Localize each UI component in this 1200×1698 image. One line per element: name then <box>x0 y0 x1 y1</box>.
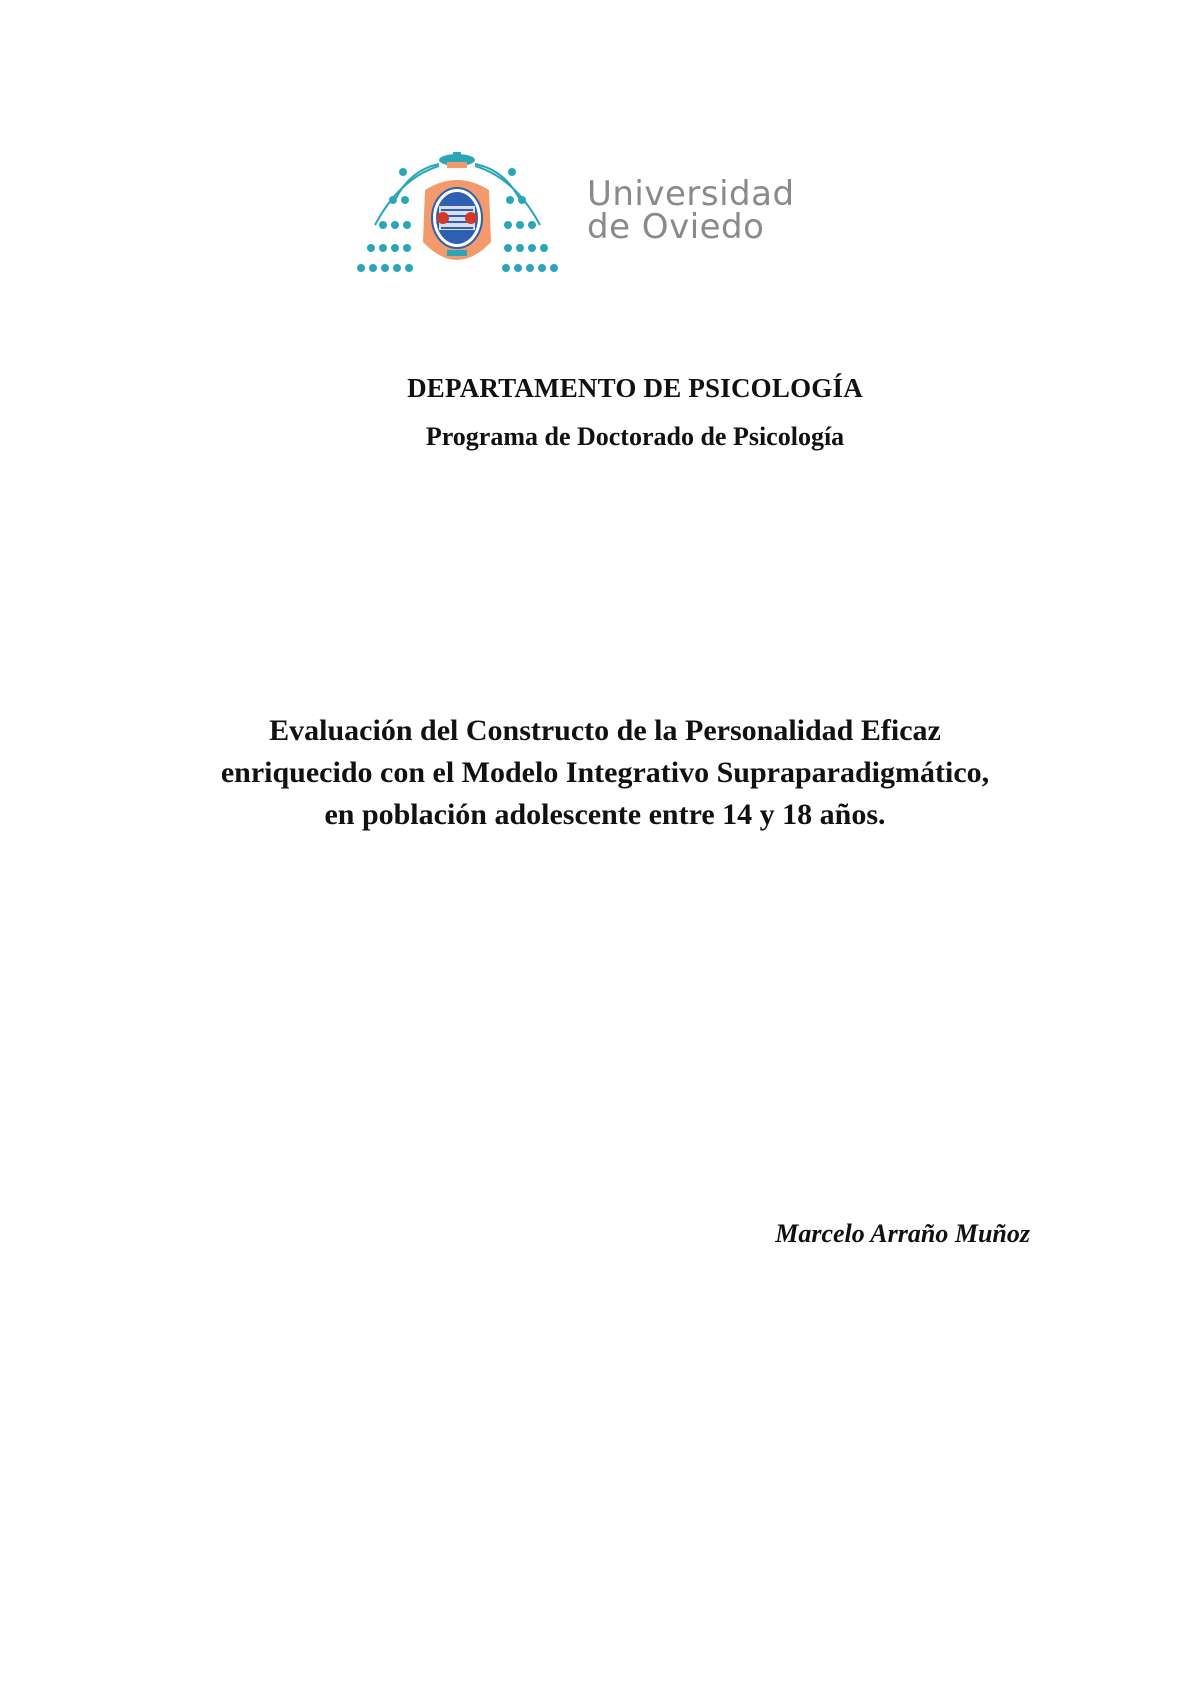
university-name <box>587 174 795 247</box>
university-crest-icon <box>355 150 560 278</box>
program-heading: Programa de Doctorado de Psicología <box>425 422 845 451</box>
university-name-line2: de Oviedo <box>587 207 765 247</box>
thesis-title-line: enriquecido con el Modelo Integrativo Supraparadigmático, <box>220 756 990 789</box>
university-name-line1: Universidad <box>587 174 795 214</box>
thesis-title-line: Evaluación del Constructo de la Personalidad Eficaz <box>269 714 941 747</box>
thesis-title <box>0 710 1200 836</box>
thesis-title-line: en población adolescente entre 14 y 18 años. <box>324 798 886 831</box>
author-name: Marcelo Arraño Muñoz <box>775 1219 1030 1248</box>
university-logo <box>355 150 825 280</box>
department-heading: DEPARTAMENTO DE PSICOLOGÍA <box>407 373 863 403</box>
